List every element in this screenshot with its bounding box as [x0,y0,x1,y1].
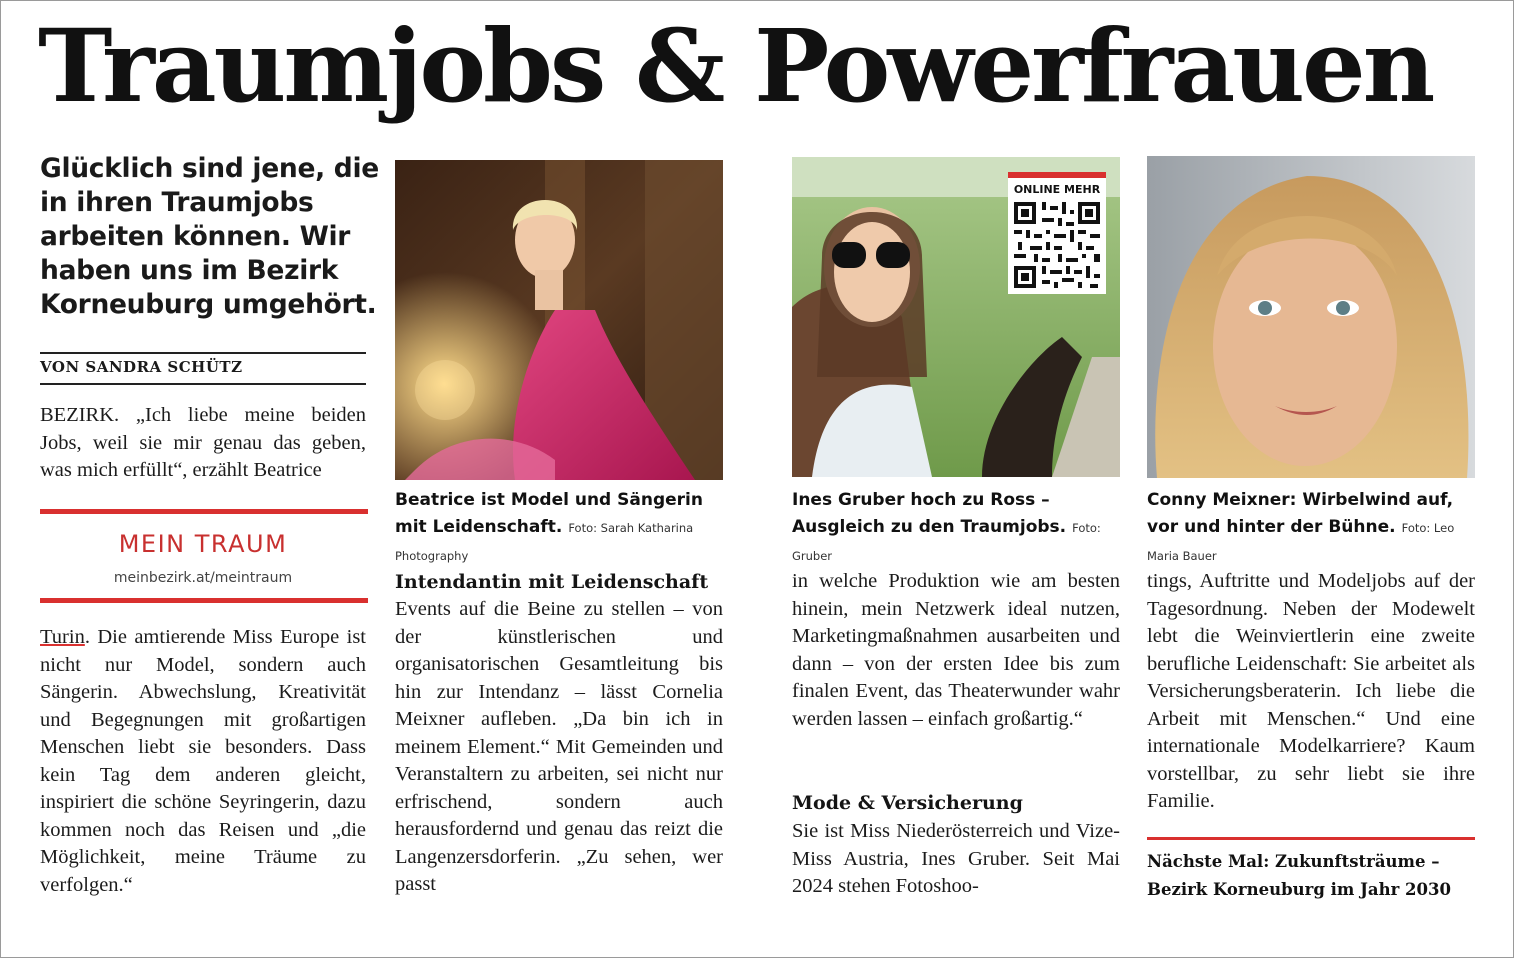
next-issue-teaser: Nächste Mal: Zukunftsträume – Bezirk Korneuburg im Jahr 2030 [1147,852,1451,899]
photo-ines-caption [792,487,1132,570]
mein-traum-title: MEIN TRAUM [118,530,288,558]
caption-text: Beatrice ist Model und Sängerin mit Leidenschaft. [395,490,703,537]
col1-body: . Die amtierende Miss Europe ist nicht nur Model, sondern auch Sängerin. Abwechslung, Kreativität und Begegnungen mit großartigen Menschen liebt sie besonders. Dass kein Tag dem anderen gleicht, inspiriert die schöne Seyringerin, dazu kommen noch das Reisen und „die Möglichkeit, meine Träume zu verfolgen.“ [40,626,366,896]
col2-subhead: Intendantin mit Leidenschaft [395,571,709,593]
mein-traum-bar-top [40,509,368,514]
col3-subhead: Mode & Versicherung [792,792,1023,814]
photo-beatrice-caption [395,487,735,570]
photo-conny [1147,156,1475,478]
photo-conny-caption [1147,487,1487,570]
photo-beatrice-image [395,160,723,480]
photo-credit: Foto: Gruber [792,521,1101,563]
col4-text: tings, Auftritte und Modeljobs auf der Tagesordnung. Neben der Modewelt lebt die Weinviertlerin eine zweite berufliche Leidenschaft: Sie arbeitet als Versicherungsberaterin. Ich liebe die Arbeit mit Menschen.“ Und eine internationale Modelkarriere? Kaum vorstellbar, zu sehr liebt sie ihre Familie. [1147,570,1475,812]
photo-credit: Foto: Leo Maria Bauer [1147,521,1455,563]
qr-red-bar [1008,172,1106,178]
byline-rule-bottom [40,383,366,385]
col3-text: in welche Produktion wie am besten hinein, mein Netzwerk ideal nutzen, Marketingmaßnahmen ausarbeiten und dann – von der ersten Idee bis zum finalen Event, das Theaterwunder wahr werden lassen – einfach großartig.“ [792,570,1120,730]
col2-text: Events auf die Beine zu stellen – von der künstlerischen und organisatorischen Gesamtleitung bis hin zur Intendanz – lässt Cornelia Meixner aufleben. „Da bin ich in meinem Element.“ Mit Gemeinden und Veranstaltern zu arbeiten, sei nicht nur erfrischend, sondern auch herausfordernd und genau das reizt die Langenzersdorferin. „Zu sehen, wer passt [395,598,723,895]
qr-label: ONLINE MEHR [1013,183,1101,196]
photo-credit: Foto: Sarah Katharina Photography [395,521,694,563]
intro-text: BEZIRK. „Ich liebe meine beiden Jobs, weil sie mir genau das geben, was mich erfüllt“, erzählt Beatrice [40,404,366,481]
mein-traum-bar-bottom [40,598,368,603]
col1-text [40,624,366,899]
byline: VON SANDRA SCHÜTZ [40,358,243,376]
photo-conny-image [1147,156,1475,478]
headline: Traumjobs & Powerfrauen [38,7,1433,125]
col3-text2: Sie ist Miss Niederösterreich und Vize-Miss Austria, Ines Gruber. Seit Mai 2024 stehen Fotoshoo- [792,820,1120,897]
city-word: Turin [40,626,85,648]
qr-code-box[interactable] [1008,172,1106,294]
next-red-rule [1147,837,1475,840]
qr-code-icon [1012,200,1102,290]
mein-traum-link[interactable]: meinbezirk.at/meintraum [113,570,293,586]
caption-text: Ines Gruber hoch zu Ross – Ausgleich zu den Traumjobs. [792,490,1067,537]
lede: Glücklich sind jene, die in ihren Traumjobs arbeiten können. Wir haben uns im Bezirk Korneuburg umgehört. [40,153,379,320]
photo-beatrice [395,160,723,480]
caption-text: Conny Meixner: Wirbelwind auf, vor und hinter der Bühne. [1147,490,1454,537]
byline-rule-top [40,352,366,354]
